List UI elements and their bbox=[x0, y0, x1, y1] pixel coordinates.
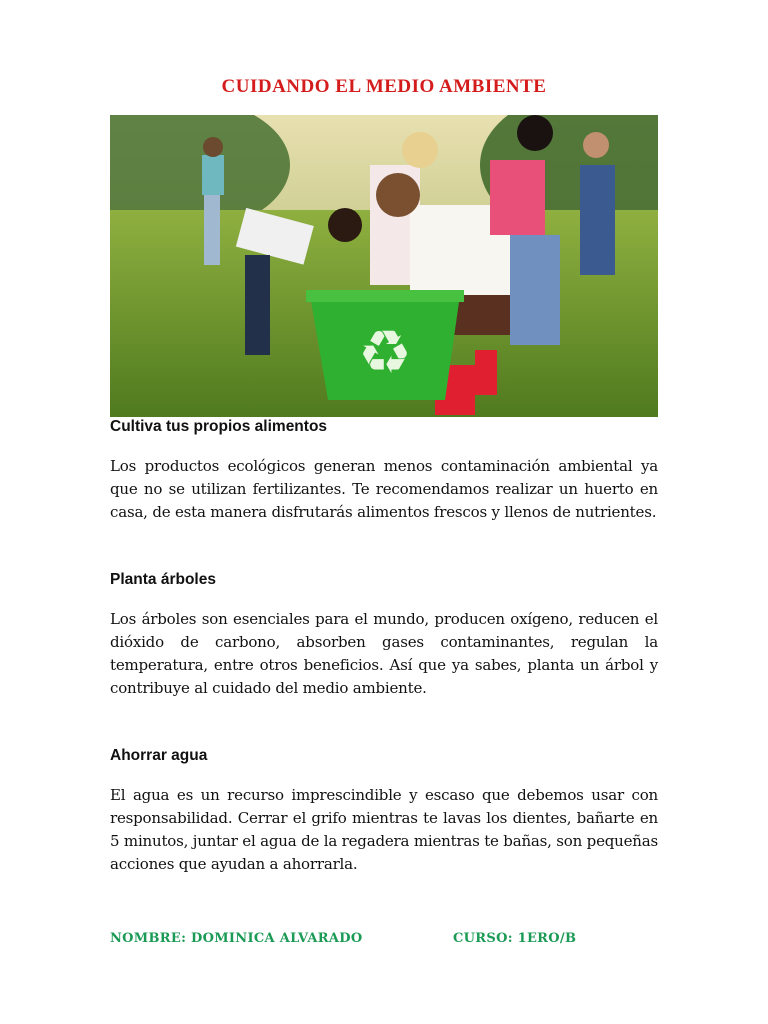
recycle-icon: ♻ bbox=[358, 318, 412, 388]
children-recycling-photo bbox=[110, 115, 658, 417]
section-heading: Ahorrar agua bbox=[110, 747, 208, 764]
section-body: El agua es un recurso imprescindible y escaso que debemos usar con responsabilidad. Cerrar el grifo mientras te lavas los dientes, bañarte en 5 minutos, juntar el agua de la regadera mientras te bañas, son pequeñas acciones que ayudan a ahorrarla. bbox=[110, 786, 658, 873]
section-heading: Cultiva tus propios alimentos bbox=[110, 418, 328, 435]
page-title: CUIDANDO EL MEDIO AMBIENTE bbox=[221, 76, 547, 97]
section-body: Los árboles son esenciales para el mundo, producen oxígeno, reducen el dióxido de carbono, absorben gases contaminantes, regulan la temperatura, entre otros beneficios. Así que ya sabes, planta un árbol y contribuye al cuidado del medio ambiente. bbox=[110, 610, 658, 697]
section-body: Los productos ecológicos generan menos contaminación ambiental ya que no se utilizan fertilizantes. Te recomendamos realizar un huerto en casa, de esta manera disfrutarás alimentos frescos y llenos de nutrientes. bbox=[110, 457, 658, 521]
recycling-bin bbox=[306, 290, 464, 400]
section-heading: Planta árboles bbox=[110, 571, 216, 588]
student-name: NOMBRE: DOMINICA ALVARADO bbox=[110, 931, 363, 946]
student-course: CURSO: 1ERO/B bbox=[453, 931, 577, 946]
